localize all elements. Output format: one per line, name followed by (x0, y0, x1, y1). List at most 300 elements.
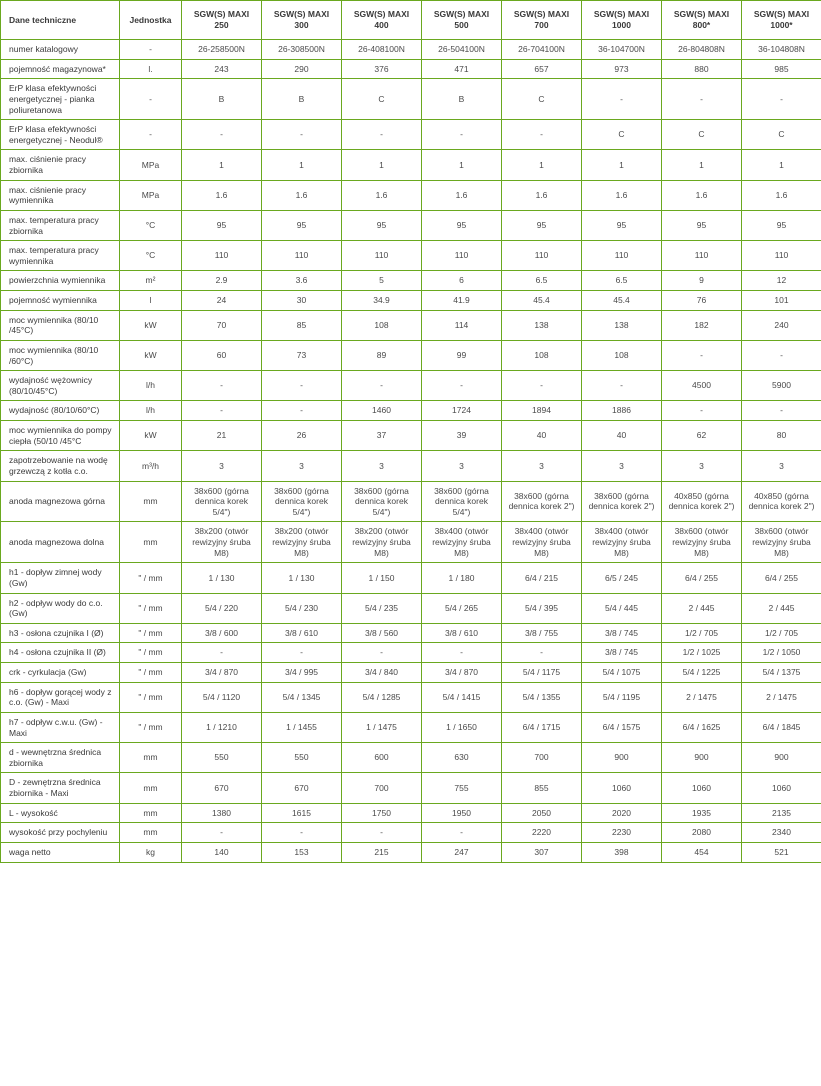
table-cell: - (262, 823, 342, 843)
row-label: L - wysokość (1, 803, 120, 823)
row-label: ErP klasa efektywności energetycznej - pianka poliuretanowa (1, 79, 120, 120)
table-cell: - (182, 120, 262, 150)
table-cell: 1950 (422, 803, 502, 823)
header-label: Jednostka (129, 14, 172, 25)
table-cell: 138 (582, 310, 662, 340)
table-cell: 21 (182, 421, 262, 451)
table-cell: 2050 (502, 803, 582, 823)
table-cell: 1 / 150 (342, 563, 422, 593)
table-cell: - (182, 371, 262, 401)
table-cell: 26-258500N (182, 40, 262, 60)
table-cell: 2220 (502, 823, 582, 843)
table-cell: 9 (662, 271, 742, 291)
table-cell: 110 (342, 241, 422, 271)
table-body (1, 40, 821, 863)
table-cell: 1/2 / 1025 (662, 643, 742, 663)
table-cell: 3 (742, 451, 821, 481)
table-cell: 108 (582, 340, 662, 370)
table-cell: 1 / 180 (422, 563, 502, 593)
table-cell: 95 (342, 210, 422, 240)
table-cell: 307 (502, 842, 582, 862)
table-cell: 38x400 (otwór rewizyjny śruba M8) (422, 522, 502, 563)
header-sublabel: 500 (454, 20, 469, 30)
table-cell: - (502, 371, 582, 401)
row-label: zapotrzebowanie na wodę grzewczą z kotła c.o. (1, 451, 120, 481)
table-cell: 138 (502, 310, 582, 340)
table-cell: 657 (502, 59, 582, 79)
table-row (1, 180, 821, 210)
row-label: max. temperatura pracy zbiornika (1, 210, 120, 240)
table-cell: 521 (742, 842, 821, 862)
table-cell: 38x400 (otwór rewizyjny śruba M8) (502, 522, 582, 563)
table-cell: 110 (502, 241, 582, 271)
table-cell: - (262, 371, 342, 401)
row-unit: mm (120, 823, 182, 843)
table-row (1, 451, 821, 481)
table-cell: 12 (742, 271, 821, 291)
header-label: SGW(S) MAXI (273, 9, 330, 20)
table-cell: 1894 (502, 401, 582, 421)
header-label: SGW(S) MAXI (513, 9, 570, 20)
table-cell: - (262, 401, 342, 421)
table-cell: 1935 (662, 803, 742, 823)
table-cell: 1 (342, 150, 422, 180)
table-row (1, 823, 821, 843)
table-cell: 1.6 (502, 180, 582, 210)
table-cell: 6/4 / 1575 (582, 712, 662, 742)
table-cell: 5/4 / 1345 (262, 682, 342, 712)
table-cell: 700 (342, 773, 422, 803)
table-cell: 5/4 / 1225 (662, 663, 742, 683)
table-cell: 550 (182, 743, 262, 773)
table-cell: 3 (422, 451, 502, 481)
column-header-dane-techniczne (1, 1, 120, 40)
row-unit: kW (120, 310, 182, 340)
row-label: numer katalogowy (1, 40, 120, 60)
header-label: SGW(S) MAXI (753, 9, 810, 20)
row-label: moc wymiennika (80/10 /45°C) (1, 310, 120, 340)
row-unit: kW (120, 340, 182, 370)
table-row (1, 481, 821, 522)
table-cell: 243 (182, 59, 262, 79)
header-sublabel: 250 (214, 20, 229, 30)
table-row (1, 712, 821, 742)
row-unit: MPa (120, 150, 182, 180)
row-unit: °C (120, 210, 182, 240)
table-cell: 1 (742, 150, 821, 180)
table-cell: 30 (262, 291, 342, 311)
row-unit: " / mm (120, 712, 182, 742)
table-row (1, 120, 821, 150)
table-cell: 39 (422, 421, 502, 451)
header-row (1, 1, 821, 40)
table-cell: 630 (422, 743, 502, 773)
row-unit: kg (120, 842, 182, 862)
column-header-model-300 (262, 1, 342, 40)
table-cell: 1 (182, 150, 262, 180)
table-cell: 5/4 / 395 (502, 593, 582, 623)
table-row (1, 522, 821, 563)
table-cell: 6.5 (502, 271, 582, 291)
table-cell: 3/8 / 600 (182, 623, 262, 643)
table-cell: - (662, 79, 742, 120)
table-cell: 38x600 (górna dennica korek 5/4") (342, 481, 422, 522)
table-cell: 110 (582, 241, 662, 271)
table-cell: 290 (262, 59, 342, 79)
table-cell: - (262, 643, 342, 663)
row-label: ErP klasa efektywności energetycznej - Neodul® (1, 120, 120, 150)
table-cell: 1060 (742, 773, 821, 803)
table-row (1, 59, 821, 79)
table-cell: 41.9 (422, 291, 502, 311)
table-cell: 89 (342, 340, 422, 370)
table-cell: 3/8 / 610 (422, 623, 502, 643)
table-cell: 95 (262, 210, 342, 240)
table-cell: 755 (422, 773, 502, 803)
table-cell: 376 (342, 59, 422, 79)
table-cell: - (582, 371, 662, 401)
table-cell: 80 (742, 421, 821, 451)
row-unit: kW (120, 421, 182, 451)
table-cell: 3 (342, 451, 422, 481)
table-cell: 670 (182, 773, 262, 803)
row-label: anoda magnezowa dolna (1, 522, 120, 563)
header-label: SGW(S) MAXI (193, 9, 250, 20)
table-cell: 3/4 / 870 (182, 663, 262, 683)
table-row (1, 563, 821, 593)
row-label: anoda magnezowa górna (1, 481, 120, 522)
table-cell: 2 / 1475 (662, 682, 742, 712)
table-cell: - (422, 371, 502, 401)
table-cell: 2340 (742, 823, 821, 843)
row-label: moc wymiennika (80/10 /60°C) (1, 340, 120, 370)
row-unit: " / mm (120, 643, 182, 663)
table-cell: 6 (422, 271, 502, 291)
table-cell: 1/2 / 705 (662, 623, 742, 643)
table-cell: C (342, 79, 422, 120)
row-label: max. temperatura pracy wymiennika (1, 241, 120, 271)
table-cell: 45.4 (582, 291, 662, 311)
header-label: SGW(S) MAXI (433, 9, 490, 20)
table-cell: 26-804808N (662, 40, 742, 60)
table-cell: 1 (662, 150, 742, 180)
table-row (1, 842, 821, 862)
table-cell: 1/2 / 1050 (742, 643, 821, 663)
table-cell: 24 (182, 291, 262, 311)
row-label: d - wewnętrzna średnica zbiornika (1, 743, 120, 773)
table-cell: 1 / 130 (262, 563, 342, 593)
table-cell: 40x850 (górna dennica korek 2") (662, 481, 742, 522)
table-cell: 3 (182, 451, 262, 481)
table-cell: 38x200 (otwór rewizyjny śruba M8) (262, 522, 342, 563)
header-sublabel: 700 (534, 20, 549, 30)
table-cell: 5/4 / 1355 (502, 682, 582, 712)
row-unit: l (120, 291, 182, 311)
table-cell: 3 (502, 451, 582, 481)
table-cell: 95 (742, 210, 821, 240)
table-cell: 215 (342, 842, 422, 862)
header-label: Dane techniczne (9, 14, 77, 25)
table-cell: - (582, 79, 662, 120)
header-sublabel: 800* (692, 20, 711, 30)
table-cell: 110 (422, 241, 502, 271)
table-row (1, 593, 821, 623)
table-cell: 247 (422, 842, 502, 862)
table-cell: 38x600 (górna dennica korek 5/4") (262, 481, 342, 522)
table-row (1, 241, 821, 271)
table-cell: 3/8 / 745 (582, 623, 662, 643)
table-cell: 973 (582, 59, 662, 79)
table-row (1, 271, 821, 291)
table-row (1, 773, 821, 803)
table-row (1, 340, 821, 370)
header-sublabel: 300 (294, 20, 309, 30)
table-cell: 1/2 / 705 (742, 623, 821, 643)
table-cell: 38x200 (otwór rewizyjny śruba M8) (342, 522, 422, 563)
table-cell: 6/4 / 215 (502, 563, 582, 593)
table-cell: 38x600 (górna dennica korek 5/4") (182, 481, 262, 522)
row-label: pojemność magazynowa* (1, 59, 120, 79)
table-cell: 3/8 / 755 (502, 623, 582, 643)
table-cell: 182 (662, 310, 742, 340)
row-unit: mm (120, 803, 182, 823)
table-cell: 2135 (742, 803, 821, 823)
table-cell: 3/8 / 610 (262, 623, 342, 643)
table-row (1, 291, 821, 311)
row-label: waga netto (1, 842, 120, 862)
table-row (1, 310, 821, 340)
row-unit: mm (120, 773, 182, 803)
table-row (1, 40, 821, 60)
row-label: wysokość przy pochyleniu (1, 823, 120, 843)
table-cell: 101 (742, 291, 821, 311)
table-cell: 3/8 / 745 (582, 643, 662, 663)
row-unit: " / mm (120, 563, 182, 593)
table-cell: 38x600 (otwór rewizyjny śruba M8) (742, 522, 821, 563)
table-cell: 95 (662, 210, 742, 240)
row-label: moc wymiennika do pompy ciepła (50/10 /45°C (1, 421, 120, 451)
table-cell: 1.6 (582, 180, 662, 210)
table-cell: 3 (582, 451, 662, 481)
table-cell: 1 (422, 150, 502, 180)
table-cell: 5/4 / 445 (582, 593, 662, 623)
table-cell: 1 / 1210 (182, 712, 262, 742)
table-cell: 40 (502, 421, 582, 451)
table-cell: 26-504100N (422, 40, 502, 60)
table-row (1, 371, 821, 401)
table-cell: 1.6 (262, 180, 342, 210)
table-cell: 1886 (582, 401, 662, 421)
row-label: h6 - dopływ gorącej wody z c.o. (Gw) - Maxi (1, 682, 120, 712)
table-cell: 5/4 / 1195 (582, 682, 662, 712)
row-unit: °C (120, 241, 182, 271)
table-cell: - (182, 401, 262, 421)
header-label: SGW(S) MAXI (673, 9, 730, 20)
column-header-model-700 (502, 1, 582, 40)
table-row (1, 79, 821, 120)
table-row (1, 150, 821, 180)
table-cell: 153 (262, 842, 342, 862)
table-row (1, 803, 821, 823)
table-cell: 5/4 / 265 (422, 593, 502, 623)
table-cell: 900 (742, 743, 821, 773)
row-unit: - (120, 79, 182, 120)
row-label: h4 - osłona czujnika II (Ø) (1, 643, 120, 663)
table-cell: 38x200 (otwór rewizyjny śruba M8) (182, 522, 262, 563)
table-cell: 2230 (582, 823, 662, 843)
row-unit: " / mm (120, 593, 182, 623)
table-cell: 62 (662, 421, 742, 451)
table-cell: 1615 (262, 803, 342, 823)
table-cell: 2 / 445 (662, 593, 742, 623)
table-cell: 73 (262, 340, 342, 370)
table-cell: 900 (582, 743, 662, 773)
table-cell: 550 (262, 743, 342, 773)
table-cell: 108 (502, 340, 582, 370)
table-cell: 38x600 (górna dennica korek 5/4") (422, 481, 502, 522)
table-cell: 1 / 1475 (342, 712, 422, 742)
column-header-jednostka (120, 1, 182, 40)
table-cell: 85 (262, 310, 342, 340)
table-cell: 1.6 (182, 180, 262, 210)
row-unit: l/h (120, 401, 182, 421)
table-cell: 2 / 1475 (742, 682, 821, 712)
table-cell: - (342, 823, 422, 843)
row-unit: MPa (120, 180, 182, 210)
table-cell: 95 (582, 210, 662, 240)
table-cell: 454 (662, 842, 742, 862)
table-cell: 5/4 / 1075 (582, 663, 662, 683)
table-cell: 26 (262, 421, 342, 451)
table-cell: 240 (742, 310, 821, 340)
table-cell: 1750 (342, 803, 422, 823)
table-cell: 5/4 / 1415 (422, 682, 502, 712)
table-cell: 114 (422, 310, 502, 340)
header-sublabel: 1000* (770, 20, 793, 30)
column-header-model-800-star (662, 1, 742, 40)
column-header-model-500 (422, 1, 502, 40)
table-cell: 38x400 (otwór rewizyjny śruba M8) (582, 522, 662, 563)
table-cell: 1 (502, 150, 582, 180)
table-cell: 1 / 1650 (422, 712, 502, 742)
row-label: powierzchnia wymiennika (1, 271, 120, 291)
table-cell: 1060 (582, 773, 662, 803)
table-cell: 1.6 (342, 180, 422, 210)
table-row (1, 210, 821, 240)
row-label: max. ciśnienie pracy zbiornika (1, 150, 120, 180)
table-cell: 76 (662, 291, 742, 311)
row-unit: " / mm (120, 682, 182, 712)
row-unit: m² (120, 271, 182, 291)
table-row (1, 623, 821, 643)
table-cell: 471 (422, 59, 502, 79)
table-cell: 1060 (662, 773, 742, 803)
table-cell: C (502, 79, 582, 120)
table-cell: 40 (582, 421, 662, 451)
row-label: wydajność wężownicy (80/10/45°C) (1, 371, 120, 401)
table-cell: 36-104700N (582, 40, 662, 60)
table-cell: 3 (662, 451, 742, 481)
table-cell: 700 (502, 743, 582, 773)
table-cell: - (742, 401, 821, 421)
row-label: pojemność wymiennika (1, 291, 120, 311)
table-cell: 5/4 / 220 (182, 593, 262, 623)
table-cell: 6/4 / 255 (662, 563, 742, 593)
row-unit: mm (120, 481, 182, 522)
table-cell: 110 (182, 241, 262, 271)
table-cell: 1 (262, 150, 342, 180)
table-cell: 70 (182, 310, 262, 340)
table-cell: 5/4 / 1285 (342, 682, 422, 712)
table-cell: 34.9 (342, 291, 422, 311)
table-cell: 38x600 (otwór rewizyjny śruba M8) (662, 522, 742, 563)
table-row (1, 421, 821, 451)
row-label: crk - cyrkulacja (Gw) (1, 663, 120, 683)
row-label: max. ciśnienie pracy wymiennika (1, 180, 120, 210)
table-cell: 4500 (662, 371, 742, 401)
table-cell: 2.9 (182, 271, 262, 291)
row-label: h1 - dopływ zimnej wody (Gw) (1, 563, 120, 593)
table-cell: 110 (662, 241, 742, 271)
table-cell: 140 (182, 842, 262, 862)
table-cell: 1.6 (742, 180, 821, 210)
table-cell: C (662, 120, 742, 150)
row-label: D - zewnętrzna średnica zbiornika - Maxi (1, 773, 120, 803)
table-cell: 99 (422, 340, 502, 370)
table-cell: - (742, 340, 821, 370)
column-header-model-250 (182, 1, 262, 40)
table-cell: 1 / 130 (182, 563, 262, 593)
table-cell: 110 (262, 241, 342, 271)
table-cell: 26-704100N (502, 40, 582, 60)
row-unit: mm (120, 522, 182, 563)
table-cell: 95 (182, 210, 262, 240)
table-cell: 5/4 / 1120 (182, 682, 262, 712)
table-cell: 6/4 / 1715 (502, 712, 582, 742)
table-cell: 3/4 / 840 (342, 663, 422, 683)
table-row (1, 743, 821, 773)
table-cell: 26-308500N (262, 40, 342, 60)
table-cell: 38x600 (górna dennica korek 2") (582, 481, 662, 522)
table-row (1, 643, 821, 663)
table-cell: 1 (582, 150, 662, 180)
table-cell: 5 (342, 271, 422, 291)
table-cell: - (662, 340, 742, 370)
table-cell: 95 (422, 210, 502, 240)
table-cell: 110 (742, 241, 821, 271)
table-cell: 5900 (742, 371, 821, 401)
table-cell: 600 (342, 743, 422, 773)
table-cell: 26-408100N (342, 40, 422, 60)
table-cell: 6.5 (582, 271, 662, 291)
table-cell: 1 / 1455 (262, 712, 342, 742)
table-header (1, 1, 821, 40)
table-cell: 2020 (582, 803, 662, 823)
table-cell: C (742, 120, 821, 150)
table-cell: - (342, 371, 422, 401)
table-cell: B (182, 79, 262, 120)
table-cell: B (422, 79, 502, 120)
table-cell: 5/4 / 235 (342, 593, 422, 623)
table-cell: 2 / 445 (742, 593, 821, 623)
table-cell: 1380 (182, 803, 262, 823)
table-cell: 45.4 (502, 291, 582, 311)
row-unit: mm (120, 743, 182, 773)
table-cell: 855 (502, 773, 582, 803)
table-cell: - (422, 823, 502, 843)
table-cell: 3.6 (262, 271, 342, 291)
table-cell: 38x600 (górna dennica korek 2") (502, 481, 582, 522)
